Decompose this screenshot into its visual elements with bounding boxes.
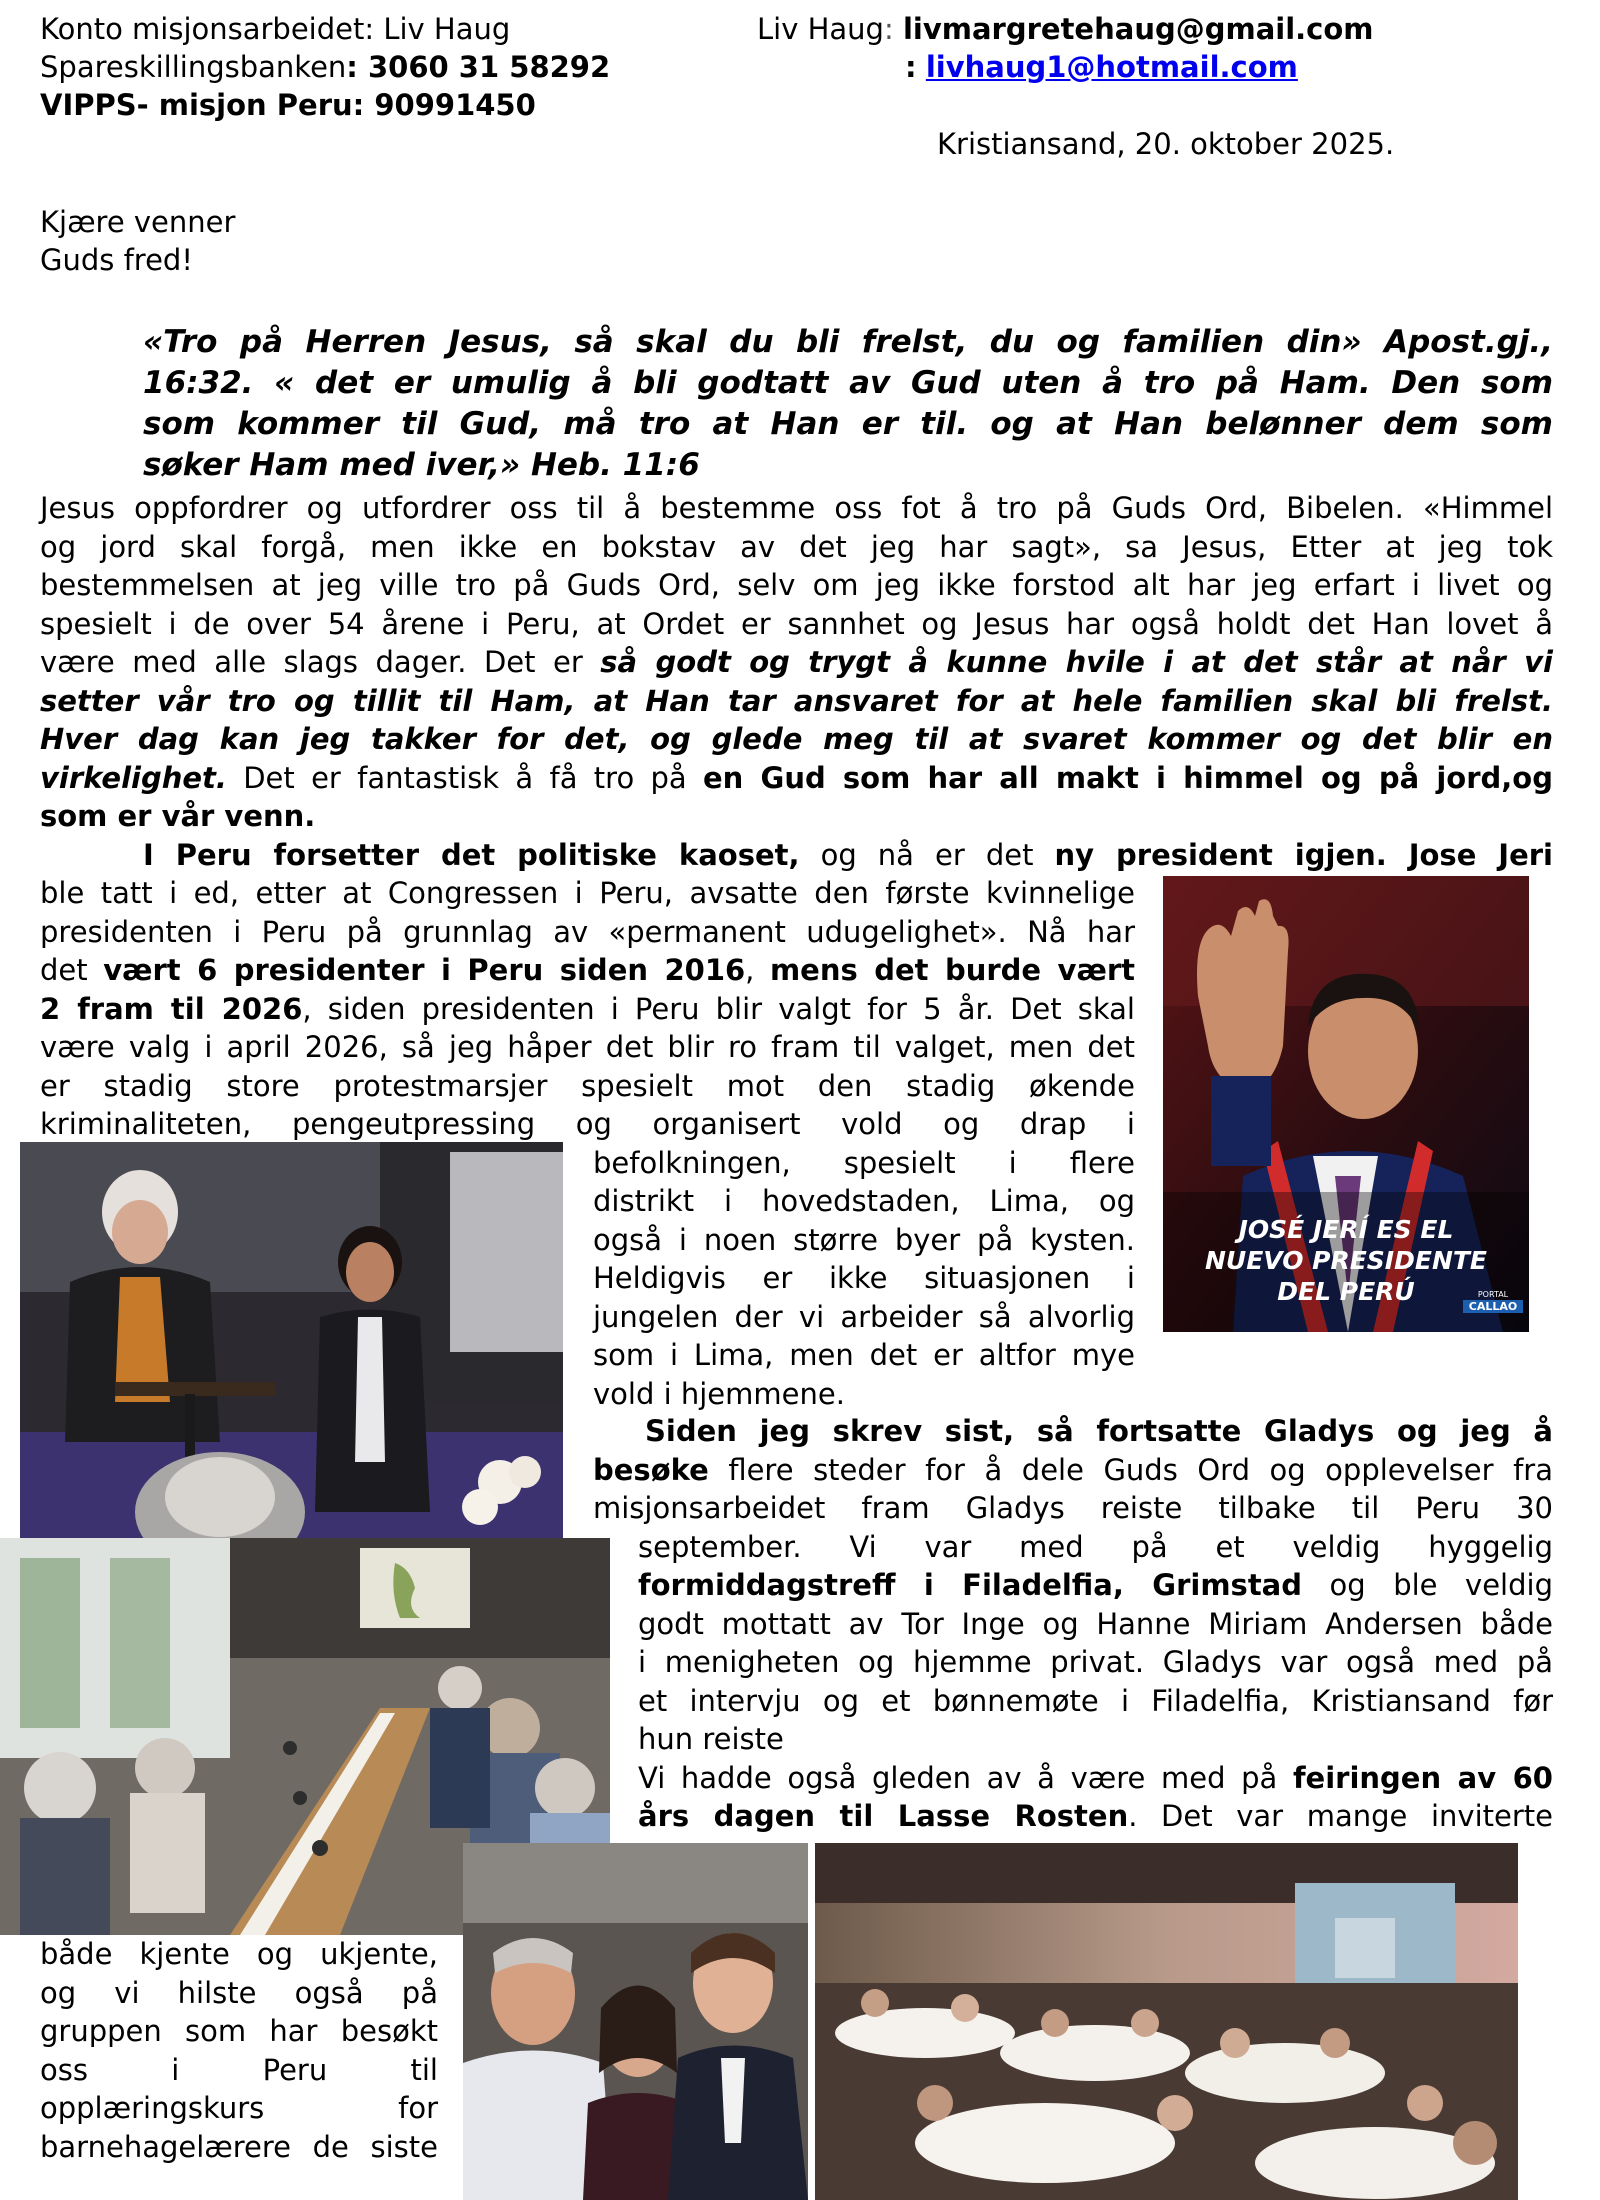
text-bold-italic: virkelighet. — [40, 760, 227, 795]
bank-separator: : — [346, 50, 368, 84]
text-line — [40, 720, 1553, 759]
text-span: . Det var mange inviterte — [1128, 1799, 1553, 1833]
text-line — [40, 759, 1553, 798]
text-bold: som er vår venn. — [40, 799, 316, 833]
text-line: også i noen større byer på kysten. — [593, 1222, 1135, 1257]
text-bold: 2 fram til 2026 — [40, 991, 303, 1026]
text-line: kriminaliteten, pengeutpressing og organisert vold og drap i — [40, 1107, 1135, 1141]
bank-number: 3060 31 58292 — [368, 50, 611, 84]
caption-line: DEL PERÚ — [1277, 1277, 1415, 1306]
bank-line — [40, 48, 610, 87]
text-line: misjonsarbeidet fram Gladys reiste tilbake til Peru 30 — [593, 1491, 1553, 1525]
contact-colon: : — [883, 12, 894, 46]
text-bold-italic: Hver dag kan jeg takker for det, og glede meg til at svaret kommer og det blir en — [40, 722, 1553, 756]
greeting-line-1: Kjære venner — [40, 205, 236, 239]
text-span: , — [745, 953, 770, 987]
text-span: og nå er det — [799, 838, 1055, 872]
greeting-line-2: Guds fred! — [40, 243, 193, 277]
quote-line: som kommer til Gud, må tro at Han er til. og at Han belønner dem som — [143, 406, 1553, 442]
visits-upper — [593, 1412, 1553, 1528]
logo-small-text: PORTAL — [1477, 1290, 1509, 1299]
text-bold: års dagen til Lasse Rosten — [638, 1799, 1129, 1833]
text-bold: en Gud som har all makt i himmel og på jord,og — [703, 760, 1553, 795]
text-line: både kjente og ukjente, — [40, 1937, 438, 1971]
text-line: bestemmelsen at jeg ville tro på Guds Ord, selv om jeg ikke forstod alt har jeg erfart i livet og — [40, 568, 1553, 602]
text-line: som i Lima, men det er altfor mye — [593, 1338, 1135, 1372]
text-line — [40, 951, 1135, 990]
text-line — [593, 1451, 1553, 1490]
text-line — [40, 797, 1553, 836]
letter-date: Kristiansand, 20. oktober 2025. — [937, 127, 1395, 161]
text-line: være valg i april 2026, så jeg håper det blir ro fram til valget, men det — [40, 1030, 1135, 1064]
text-line — [638, 1759, 1553, 1798]
text-bold: besøke — [593, 1452, 709, 1487]
text-line: og vi hilste også på — [40, 1975, 438, 2010]
text-line: befolkningen, spesielt i flere — [593, 1145, 1135, 1180]
text-bold: ny president igjen. Jose Jeri — [1054, 838, 1554, 872]
quote-line: søker Ham med iver,» Heb. 11:6 — [143, 447, 700, 483]
text-bold: vært 6 presidenter i Peru siden 2016 — [103, 953, 746, 987]
text-bold: I Peru forsetter det politiske kaoset, — [143, 838, 800, 872]
greetings-column — [40, 1935, 438, 2166]
banquet-hall-photo — [815, 1843, 1518, 2200]
text-bold-italic: setter vår tro og tillit til Ham, at Han tar ansvaret for at hele familien skal bli frelst. — [40, 683, 1553, 718]
text-line: spesielt i de over 54 årene i Peru, at Ordet er sannhet og Jesus har også holdt det Han lovet å — [40, 606, 1553, 641]
portal-callao-logo — [1463, 1290, 1523, 1313]
text-line: gruppen som har besøkt — [40, 2014, 438, 2048]
text-line: barnehagelærere de siste — [40, 2129, 438, 2164]
text-line — [40, 682, 1553, 721]
text-line: et intervju og et bønnemøte i Filadelfia, Kristiansand før — [638, 1683, 1553, 1718]
text-line: presidenten i Peru på grunnlag av «permanent udugelighet». Nå har — [40, 914, 1135, 949]
email-secondary-colon: : — [905, 50, 917, 84]
email-secondary-line — [905, 48, 1298, 87]
text-line — [593, 1412, 1553, 1451]
bible-quote — [143, 322, 1553, 486]
peru-politics-first-line — [143, 836, 1553, 875]
quote-line: «Tro på Herren Jesus, så skal du bli frelst, du og familien din» Apost.gj., — [143, 324, 1553, 360]
text-line — [143, 836, 1553, 875]
email-primary[interactable]: livmargretehaug@gmail.com — [902, 12, 1374, 46]
celebration-guests-photo — [463, 1843, 808, 2200]
text-span: Det er fantastisk å få tro på — [226, 760, 704, 795]
text-line — [638, 1797, 1553, 1836]
text-line — [638, 1566, 1553, 1605]
text-bold: formiddagstreff i Filadelfia, Grimstad — [638, 1568, 1303, 1602]
email-secondary-link[interactable]: livhaug1@hotmail.com — [925, 50, 1298, 84]
text-bold-italic: så godt og trygt å kunne hvile i at det står at når vi — [600, 645, 1553, 679]
text-span: , siden presidenten i Peru blir valgt for 5 år. Det skal — [302, 991, 1135, 1026]
quote-line: 16:32. « det er umulig å bli godtatt av Gud uten å tro på Ham. Den som — [143, 365, 1553, 401]
vipps-line: VIPPS- misjon Peru: 90991450 — [40, 88, 536, 122]
text-line: hun reiste — [638, 1722, 784, 1756]
text-line: er stadig store protestmarsjer spesielt mot den stadig økende — [40, 1068, 1135, 1103]
peru-politics-upper — [40, 874, 1135, 1144]
text-line: opplæringskurs for — [40, 2091, 438, 2125]
text-line: distrikt i hovedstaden, Lima, og — [593, 1184, 1135, 1218]
text-line — [40, 990, 1135, 1029]
text-line: ble tatt i ed, etter at Congressen i Peru, avsatte den første kvinnelige — [40, 876, 1135, 910]
speakers-photo — [20, 1142, 563, 1538]
text-line — [40, 643, 1553, 682]
text-span: flere steder for å dele Guds Ord og opplevelser fra — [708, 1452, 1553, 1487]
text-line: jungelen der vi arbeider så alvorlig — [593, 1299, 1135, 1334]
text-bold: feiringen av 60 — [1292, 1760, 1553, 1795]
text-bold: Siden jeg skrev sist, så fortsatte Gladys og jeg å — [645, 1414, 1553, 1448]
visits-lower — [638, 1528, 1553, 1836]
president-photo — [1163, 876, 1529, 1332]
contact-name: Liv Haug — [757, 12, 884, 46]
text-span: det — [40, 953, 104, 987]
text-line: oss i Peru til — [40, 2052, 438, 2087]
text-bold: mens det burde vært — [769, 953, 1135, 987]
contact-line — [757, 10, 1374, 49]
paragraph-faith — [40, 489, 1553, 836]
bank-label: Spareskillingsbanken — [40, 50, 347, 84]
logo-big-text: CALLAO — [1463, 1300, 1523, 1313]
text-line: godt mottatt av Tor Inge og Hanne Miriam Andersen både — [638, 1606, 1553, 1641]
text-span: Vi hadde også gleden av å være med på — [638, 1760, 1293, 1795]
text-line: Jesus oppfordrer og utfordrer oss til å bestemme oss fot å tro på Guds Ord, Bibelen. «Himmel — [40, 491, 1553, 525]
text-line: vold i hjemmene. — [593, 1376, 845, 1411]
text-line: i menigheten og hjemme privat. Gladys var også med på — [638, 1645, 1553, 1679]
text-span: være med alle slags dager. Det er — [40, 645, 601, 679]
account-line: Konto misjonsarbeidet: Liv Haug — [40, 12, 511, 46]
text-span: og ble veldig — [1302, 1568, 1553, 1602]
caption-line: JOSÉ JERÍ ES EL — [1238, 1215, 1454, 1244]
text-line: Heldigvis er ikke situasjonen i — [593, 1261, 1135, 1295]
caption-line: NUEVO PRESIDENTE — [1204, 1246, 1487, 1275]
text-line: september. Vi var med på et veldig hyggelig — [638, 1529, 1553, 1564]
peru-politics-lower — [593, 1144, 1135, 1414]
text-line: og jord skal forgå, men ikke en bokstav av det jeg har sagt», sa Jesus, Etter at jeg tok — [40, 529, 1553, 564]
